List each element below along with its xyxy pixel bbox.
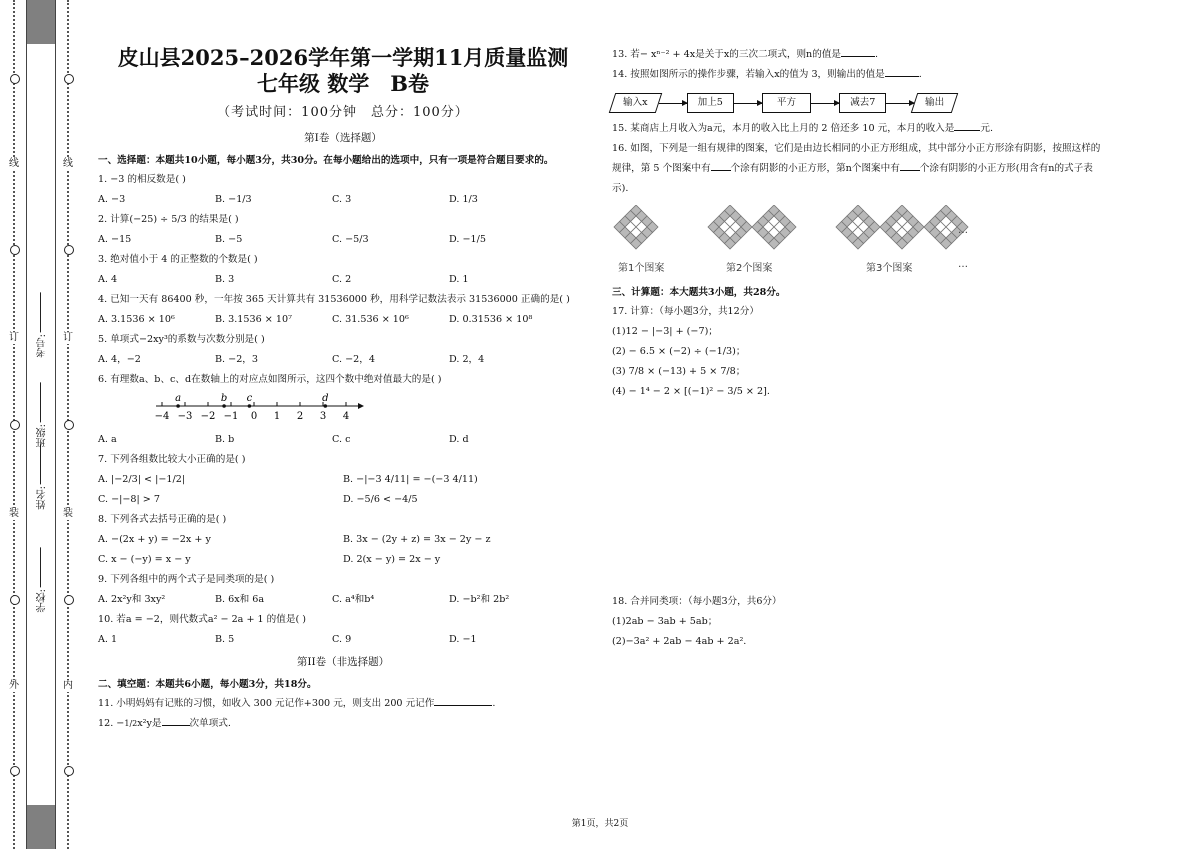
number-line-tick-label: −2 [200,411,216,422]
option-B[interactable]: B. −1/3 [215,194,252,205]
question-11: 11. 小明妈妈有记账的习惯，如收入 300 元记作+300 元，则支出 200 元记作 . [98,698,496,709]
number-line-point-label: c [246,393,253,404]
exam-time-score: （考试时间：100分钟 总分：100分） [217,105,469,120]
fill-instructions: 二、填空题：本题共6小题，每小题3分，共18分。 [98,679,317,690]
option-D[interactable]: D. −1/5 [449,234,486,245]
option-D[interactable]: D. 1/3 [449,194,478,205]
option-B[interactable]: B. 6x和 6a [215,594,265,605]
page-footer: 第1页，共2页 [571,819,629,829]
binding-inner-label: 内 [63,680,73,691]
number-line-tick-label: 1 [273,411,281,422]
option-A[interactable]: A. |−2/3| < |−1/2| [98,474,186,485]
option-A[interactable]: A. −(2x + y) = −2x + y [98,534,211,545]
pattern-label: 第2个图案 [726,263,773,274]
flow-arrow [734,103,762,104]
option-B[interactable]: B. 3x − (2y + z) = 3x − 2y − z [343,534,491,545]
option-A[interactable]: A. −3 [98,194,126,205]
binding-outer-label: 线 [9,158,19,169]
flow-step: 减去7 [839,93,886,113]
number-line-point [324,404,328,408]
question-17-title: 17. 计算：（每小题3分，共12分） [612,306,759,317]
inner-dotted-column [62,0,74,849]
number-line-tick-label: 4 [342,411,350,422]
number-line-point-label: b [220,393,228,404]
question-18-item: (2)−3a² + 2ab − 4ab + 2a². [612,636,747,647]
school-field: 学校: [35,545,50,612]
question-stem: 10. 若a = −2，则代数式a² − 2a + 1 的值是( ) [98,614,307,625]
number-line-arrow [358,403,364,409]
option-D[interactable]: D. 1 [449,274,469,285]
name-field: 姓名: [35,442,50,509]
number-line-point-label: a [175,393,182,404]
binding-margin [0,0,84,849]
number-line-tick-label: 3 [319,411,327,422]
student-info-strip [26,0,56,849]
option-C[interactable]: C. 2 [332,274,352,285]
question-stem: 7. 下列各组数比较大小正确的是( ) [98,454,246,465]
exam-title: 皮山县2025–2026学年第一学期11月质量监测 [117,45,569,70]
part1-heading: 第I卷（选择题） [304,132,382,144]
option-C[interactable]: C. 31.536 × 10⁶ [332,314,409,325]
option-C[interactable]: C. a⁴和b⁴ [332,594,375,605]
option-D[interactable]: D. −b²和 2b² [449,594,510,605]
option-B[interactable]: B. b [215,434,235,445]
flow-input: 输入x [609,93,662,113]
option-A[interactable]: A. 3.1536 × 10⁶ [98,314,175,325]
binding-inner-label: 订 [63,332,73,343]
question-stem: 1. −3 的相反数是( ) [98,174,186,185]
question-17-item: (1)12 − |−3| + (−7)； [612,326,718,337]
question-14: 14. 按照如图所示的操作步骤，若输入x的值为 3，则输出的值是 . [612,69,922,80]
flow-step: 平方 [762,93,811,113]
number-line-tick-label: 0 [250,411,258,422]
operation-flowchart [612,93,1102,113]
option-D[interactable]: D. −5/6 < −4/5 [343,494,418,505]
class-field: 班级: [35,380,50,447]
question-16: 16. 如图，下列是一组有规律的图案，它们是由边长相同的小正方形组成，其中部分小正方形涂有阴影，按照这样的规律，第 5 个图案中有 个涂有阴影的小正方形，第n个图案中有 个涂有阴影的小正方形(用含有n的式子表示). [612,143,1101,194]
option-A[interactable]: A. 4 [98,274,118,285]
binding-outer-label: 外 [9,680,19,691]
number-line-point [248,404,252,408]
option-D[interactable]: D. −1 [449,634,477,645]
option-C[interactable]: C. −5/3 [332,234,369,245]
choice-instructions: 一、选择题：本题共10小题，每小题3分，共30分。在每小题给出的选项中，只有一项是符合题目要求的。 [98,155,554,166]
pattern-label: 第1个图案 [618,263,665,274]
pattern-drawing [612,205,992,259]
option-D[interactable]: D. 2(x − y) = 2x − y [343,554,441,565]
option-C[interactable]: C. −|−8| > 7 [98,494,160,505]
number-line-tick-label: −3 [177,411,193,422]
option-B[interactable]: B. −|−3 4/11| = −(−3 4/11) [343,474,478,485]
number-line-tick-label: 2 [296,411,304,422]
part2-heading: 第II卷（非选择题） [296,656,390,668]
option-A[interactable]: A. −15 [98,234,132,245]
exam-subject: 七年级 数学 B卷 [256,71,430,96]
option-B[interactable]: B. 5 [215,634,235,645]
flow-output: 输出 [911,93,959,113]
answer-space [612,402,1102,592]
binding-inner-label: 线 [63,158,73,169]
number-line-figure [98,390,588,430]
option-C[interactable]: C. 9 [332,634,352,645]
binding-outer-label: 装 [9,508,19,519]
pattern-label: 第3个图案 [866,263,913,274]
option-C[interactable]: C. −2，4 [332,354,375,365]
option-A[interactable]: A. 1 [98,634,118,645]
question-18-item: (1)2ab − 3ab + 5ab； [612,616,718,627]
option-B[interactable]: B. −2，3 [215,354,258,365]
number-line-tick-label: −4 [154,411,170,422]
binding-inner-label: 装 [63,508,73,519]
binding-outer-label: 订 [9,332,19,343]
calc-instructions: 三、计算题：本大题共3小题，共28分。 [612,287,786,298]
question-stem: 8. 下列各式去括号正确的是( ) [98,514,227,525]
pattern-ellipsis: … [958,225,968,236]
flow-arrow [886,103,914,104]
option-C[interactable]: C. 3 [332,194,352,205]
question-stem: 2. 计算(−25) ÷ 5/3 的结果是( ) [98,214,239,225]
option-B[interactable]: B. 3.1536 × 10⁷ [215,314,292,325]
outer-dotted-column [8,0,20,849]
number-line-point [176,404,180,408]
question-13: 13. 若− xⁿ⁻² + 4x是关于x的三次二项式，则n的值是 . [612,49,879,60]
option-D[interactable]: D. 2，4 [449,354,485,365]
question-stem: 3. 绝对值小于 4 的正整数的个数是( ) [98,254,258,265]
option-D[interactable]: D. 0.31536 × 10⁸ [449,314,533,325]
right-column [612,45,1102,652]
question-stem: 6. 有理数a、b、c、d在数轴上的对应点如图所示，这四个数中绝对值最大的是( ) [98,374,442,385]
option-A[interactable]: A. 4，−2 [98,354,141,365]
flow-arrow [811,103,839,104]
option-B[interactable]: B. 3 [215,274,235,285]
exam-number-field: 考号: [35,290,50,357]
number-line-point-label: d [322,393,329,404]
flow-step: 加上5 [687,93,734,113]
question-stem: 9. 下列各组中的两个式子是同类项的是( ) [98,574,275,585]
question-stem: 5. 单项式−2xy³的系数与次数分别是( ) [98,334,265,345]
question-17-item: (4) − 1⁴ − 2 × [(−1)² − 3/5 × 2]. [612,386,770,397]
question-15: 15. 某商店上月收入为a元，本月的收入比上月的 2 倍还多 10 元，本月的收入是 元. [612,123,994,134]
pattern-figures [612,205,1102,283]
flow-arrow [659,103,687,104]
number-line-point [222,404,226,408]
option-C[interactable]: C. c [332,434,351,445]
option-A[interactable]: A. a [98,434,117,445]
option-D[interactable]: D. d [449,434,469,445]
pattern-ellipsis: … [958,259,968,270]
option-C[interactable]: C. x − (−y) = x − y [98,554,191,565]
question-stem: 4. 已知一天有 86400 秒，一年按 365 天计算共有 31536000 秒，用科学记数法表示 31536000 正确的是( ) [98,294,570,305]
choice-question-list [98,170,588,650]
option-B[interactable]: B. −5 [215,234,243,245]
question-18-title: 18. 合并同类项：（每小题3分，共6分） [612,596,782,607]
left-column [98,45,588,734]
question-12: 12. −1/2x²y是 次单项式. [98,718,231,729]
number-line-tick-label: −1 [223,411,239,422]
question-17-item: (2) − 6.5 × (−2) ÷ (−1/3)； [612,346,746,357]
question-17-item: (3) 7/8 × (−13) + 5 × 7/8； [612,366,746,377]
option-A[interactable]: A. 2x²y和 3xy² [98,594,166,605]
